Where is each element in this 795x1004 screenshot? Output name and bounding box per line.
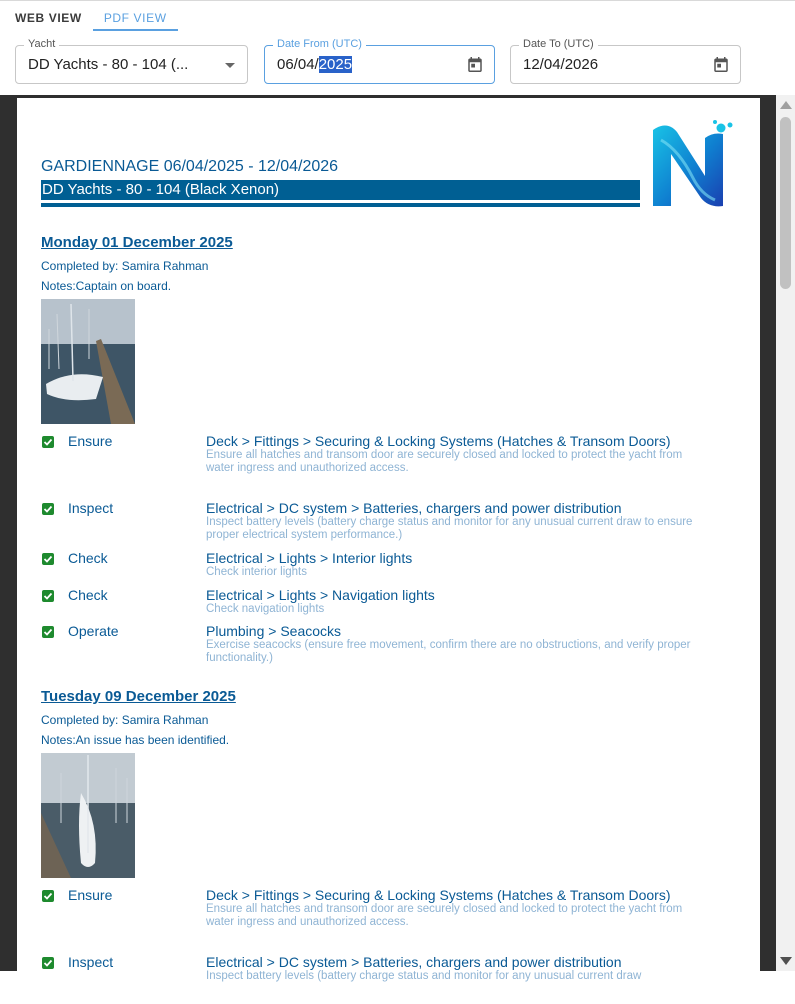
task-description: Inspect battery levels (battery charge status and monitor for any unusual current draw to ensure proper electrical system performance.) bbox=[206, 516, 693, 541]
chevron-down-icon[interactable] bbox=[225, 63, 235, 68]
task-description: Check interior lights bbox=[206, 566, 307, 578]
date-to-input[interactable]: 12/04/2026 bbox=[523, 56, 599, 73]
completed-by: Completed by: Samira Rahman bbox=[41, 259, 209, 273]
task-category bbox=[206, 500, 696, 542]
date-from-label: Date From (UTC) bbox=[273, 38, 366, 50]
date-from-input[interactable] bbox=[277, 56, 352, 73]
checkbox-checked-icon bbox=[42, 553, 54, 565]
task-description: Ensure all hatches and transom door are securely closed and locked to protect the yacht from water ingress and unauthorized access. bbox=[206, 903, 683, 928]
boat-photo bbox=[41, 299, 135, 424]
scrollbar-thumb[interactable] bbox=[780, 117, 791, 289]
checkbox-checked-icon bbox=[42, 626, 54, 638]
task-category-text: Electrical > DC system > Batteries, chargers and power distribution bbox=[206, 954, 622, 970]
checkbox-checked-icon bbox=[42, 957, 54, 969]
scroll-up-arrow-icon[interactable] bbox=[780, 101, 792, 109]
task-category-text: Plumbing > Seacocks bbox=[206, 623, 342, 639]
task-category bbox=[206, 587, 696, 616]
day-notes: Notes:An issue has been identified. bbox=[41, 733, 230, 747]
day-heading: Monday 01 December 2025 bbox=[41, 234, 233, 251]
task-description: Check navigation lights bbox=[206, 603, 325, 615]
report-yacht-bar: DD Yachts - 80 - 104 (Black Xenon) bbox=[41, 180, 640, 200]
task-category-text: Deck > Fittings > Securing & Locking Systems (Hatches & Transom Doors) bbox=[206, 887, 671, 903]
task-row bbox=[41, 954, 741, 1004]
day-notes: Notes:Captain on board. bbox=[41, 279, 172, 293]
day-heading: Tuesday 09 December 2025 bbox=[41, 688, 236, 705]
checkbox-checked-icon bbox=[42, 436, 54, 448]
day-section bbox=[41, 688, 741, 1004]
boat-photo bbox=[41, 753, 135, 878]
task-category-text: Electrical > DC system > Batteries, chargers and power distribution bbox=[206, 500, 622, 516]
task-row bbox=[41, 587, 741, 623]
task-category bbox=[206, 550, 696, 579]
task-description: Ensure all hatches and transom door are securely closed and locked to protect the yacht from water ingress and unauthorized access. bbox=[206, 449, 683, 474]
vertical-scrollbar[interactable] bbox=[776, 95, 795, 971]
report-title: GARDIENNAGE 06/04/2025 - 12/04/2026 bbox=[41, 158, 339, 175]
task-category-text: Electrical > Lights > Navigation lights bbox=[206, 587, 435, 603]
task-verb: Ensure bbox=[68, 433, 113, 449]
checkbox-checked-icon bbox=[42, 590, 54, 602]
tab-pdf-view[interactable]: PDF VIEW bbox=[93, 5, 178, 31]
checkbox-checked-icon bbox=[42, 503, 54, 515]
date-to-field[interactable] bbox=[510, 38, 741, 84]
yacht-select[interactable] bbox=[15, 38, 248, 84]
task-category bbox=[206, 433, 696, 475]
pdf-viewer bbox=[0, 95, 795, 982]
task-verb: Check bbox=[68, 587, 108, 603]
day-section bbox=[41, 234, 741, 673]
task-verb: Inspect bbox=[68, 500, 114, 516]
report-divider bbox=[41, 203, 640, 207]
task-row bbox=[41, 500, 741, 550]
task-row bbox=[41, 887, 741, 954]
task-row bbox=[41, 550, 741, 587]
calendar-icon[interactable] bbox=[466, 55, 484, 74]
date-from-field[interactable] bbox=[264, 38, 495, 84]
date-from-value: 06/04/ bbox=[277, 56, 319, 73]
task-description: Exercise seacocks (ensure free movement, confirm there are no obstructions, and verify proper functionality.) bbox=[206, 639, 691, 664]
pdf-page bbox=[17, 98, 760, 982]
task-row bbox=[41, 433, 741, 500]
tab-web-view[interactable]: WEB VIEW bbox=[15, 11, 82, 25]
task-category bbox=[206, 623, 696, 665]
task-category bbox=[206, 887, 696, 929]
completed-by: Completed by: Samira Rahman bbox=[41, 713, 209, 727]
task-verb: Check bbox=[68, 550, 108, 566]
checkbox-checked-icon bbox=[42, 890, 54, 902]
task-row bbox=[41, 623, 741, 673]
yacht-value: DD Yachts - 80 - 104 (... bbox=[28, 56, 189, 73]
date-to-label: Date To (UTC) bbox=[519, 38, 598, 50]
toolbar bbox=[0, 0, 795, 95]
scroll-down-arrow-icon[interactable] bbox=[780, 957, 792, 965]
task-verb: Ensure bbox=[68, 887, 113, 903]
task-category-text: Electrical > Lights > Interior lights bbox=[206, 550, 413, 566]
company-logo bbox=[653, 120, 737, 206]
view-tabs bbox=[4, 5, 178, 33]
task-verb: Inspect bbox=[68, 954, 114, 970]
task-verb: Operate bbox=[68, 623, 119, 639]
task-description: Inspect battery levels (battery charge status and monitor for any unusual current draw bbox=[206, 970, 642, 982]
yacht-label: Yacht bbox=[24, 38, 59, 50]
task-category-text: Deck > Fittings > Securing & Locking Systems (Hatches & Transom Doors) bbox=[206, 433, 671, 449]
task-category bbox=[206, 954, 696, 983]
date-from-selected-year: 2025 bbox=[318, 56, 353, 73]
calendar-icon[interactable] bbox=[712, 55, 730, 74]
